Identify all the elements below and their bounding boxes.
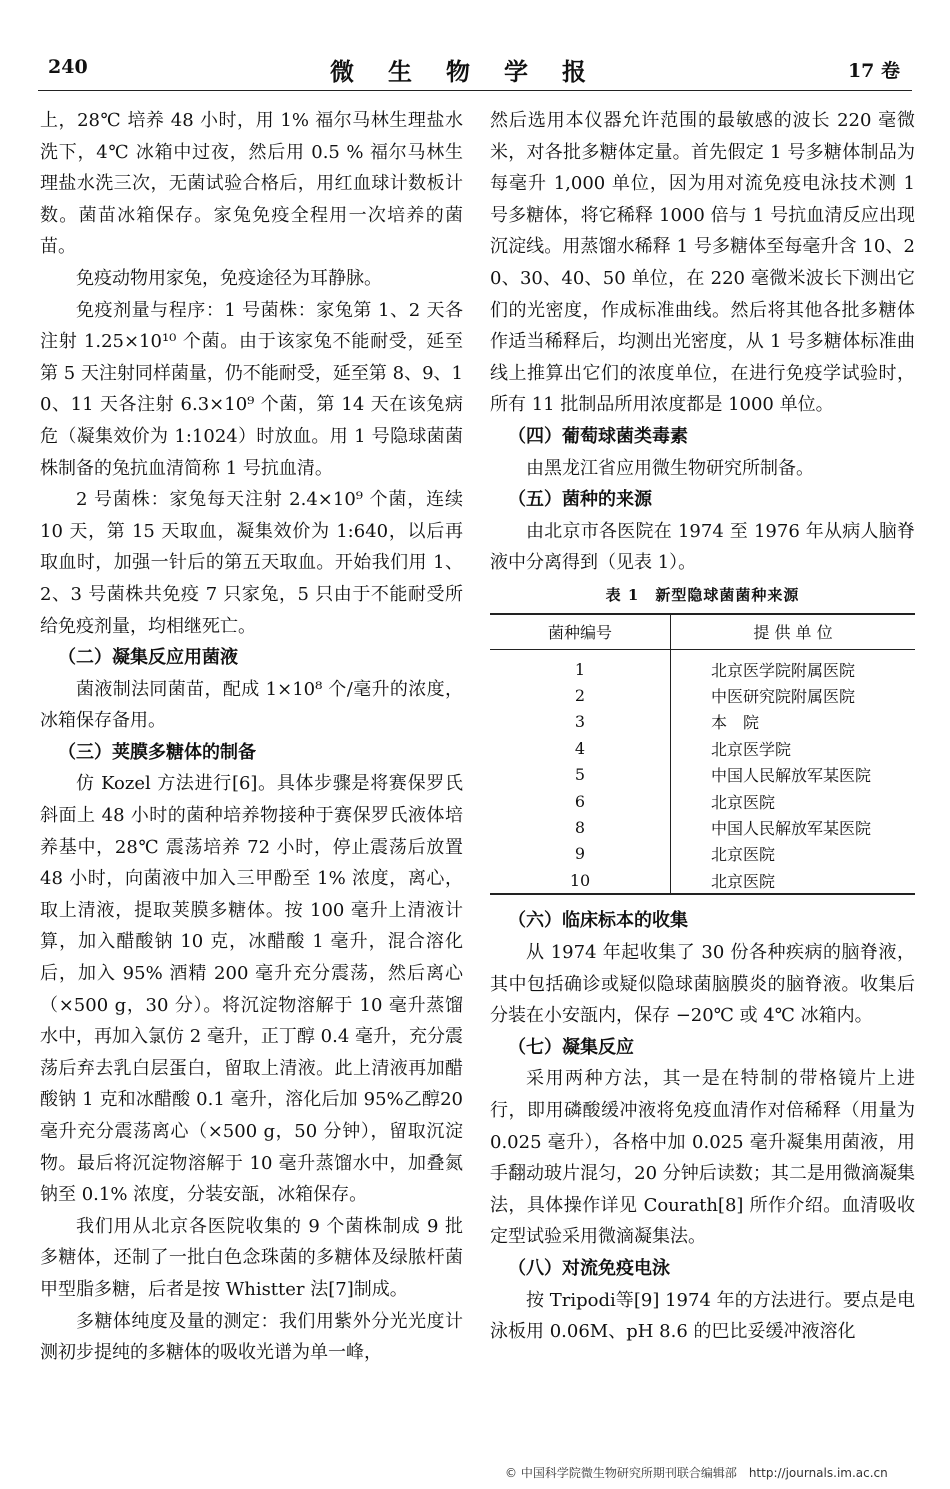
paragraph: 菌液制法同菌苗，配成 1×10⁸ 个/毫升的浓度，冰箱保存备用。 — [40, 678, 463, 732]
table-row — [490, 649, 915, 682]
table-row — [490, 841, 915, 867]
table-body — [490, 649, 915, 894]
strain-number-cell: 8 — [574, 817, 586, 837]
right-column-bottom — [490, 905, 915, 1347]
provider-cell: 北京医学院附属医院 — [671, 649, 916, 682]
paragraph: 我们用从北京各医院收集的 9 个菌株制成 9 批多糖体，还制了一批白色念珠菌的多糖体及绿脓杆菌甲型脂多糖，后者是按 Whistter 法[7]制成。 — [40, 1215, 463, 1300]
paragraph: 从 1974 年起收集了 30 份各种疾病的脑脊液，其中包括确诊或疑似隐球菌脑膜炎的脑脊液。收集后分装在小安瓿内，保存 −20℃ 或 4℃ 冰箱内。 — [490, 942, 915, 1027]
table-row — [490, 788, 915, 814]
provider-cell: 中医研究院附属医院 — [671, 682, 916, 708]
provider-cell: 北京医院 — [671, 841, 916, 867]
right-column — [490, 105, 915, 1348]
table-header-row — [490, 614, 915, 650]
right-column-top — [490, 105, 915, 579]
table-caption: 表 1 新型隐球菌菌种来源 — [605, 585, 800, 604]
provider-cell: 中国人民解放军某医院 — [671, 761, 916, 787]
provider-cell: 中国人民解放军某医院 — [671, 814, 916, 840]
section-heading: （三）荚膜多糖体的制备 — [58, 741, 256, 763]
table-header-provider: 提 供 单 位 — [671, 614, 916, 650]
table-header-strain-number: 菌种编号 — [490, 614, 671, 650]
volume-label: 17 卷 — [847, 60, 900, 82]
section-heading: （七）凝集反应 — [508, 1036, 634, 1058]
provider-cell: 北京医学院 — [671, 735, 916, 761]
paragraph: 由北京市各医院在 1974 至 1976 年从病人脑脊液中分离得到（见表 1）。 — [490, 520, 915, 574]
provider-cell: 北京医院 — [671, 867, 916, 894]
page-header — [38, 56, 912, 91]
paragraph: 免疫动物用家兔，免疫途径为耳静脉。 — [76, 267, 382, 289]
paragraph: 然后选用本仪器允许范围的最敏感的波长 220 毫微米，对各批多糖体定量。首先假定 1 号多糖体制品为每毫升 1,000 单位，因为用对流免疫电泳技术测 1 号多糖体，将它稀释 1000 倍与 1 号抗血清反应出现沉淀线。用蒸馏水稀释 1 号多糖体至每毫升含 10、20、30、40、50 单位，在 220 毫微米波长下测出它们的光密度，作成标准曲线。然后将其他各批多糖体作适当稀释后，均测出光密度，从 1 号多糖体标准曲线上推算出它们的浓度单位，在进行免疫学试验时，所有 11 批制品所用浓度都是 1000 单位。 — [490, 110, 915, 416]
table-row — [490, 682, 915, 708]
section-heading: （四）葡萄球菌类毒素 — [508, 425, 688, 447]
strain-number-cell: 10 — [490, 867, 671, 894]
strain-number-cell: 9 — [574, 844, 586, 864]
strain-number-cell: 3 — [574, 712, 586, 732]
paragraph: 采用两种方法，其一是在特制的带格镜片上进行，即用磷酸缓冲液将免疫血清作对倍稀释（用量为 0.025 毫升），各格中加 0.025 毫升凝集用菌液，用手翻动玻片混匀，20 分钟后读数；其二是用微滴凝集法，具体操作详见 Courath[8] 所作介绍。血清吸收定型试验采用微滴凝集法。 — [490, 1068, 915, 1248]
copyright-footer: © 中国科学院微生物研究所期刊联合编辑部 http://journals.im.ac.cn — [505, 1466, 888, 1480]
strain-source-table — [490, 613, 915, 896]
strain-number-cell: 5 — [574, 765, 586, 785]
paragraph: 多糖体纯度及量的测定：我们用紫外分光光度计测初步提纯的多糖体的吸收光谱为单一峰， — [40, 1310, 463, 1364]
table-row — [490, 814, 915, 840]
paragraph: 免疫剂量与程序：1 号菌株：家兔第 1、2 天各注射 1.25×10¹⁰ 个菌。由于该家兔不能耐受，延至第 5 天注射同样菌量，仍不能耐受，延至第 8、9、10、11 天各注射 6.3×10⁹ 个菌，第 14 天在该兔病危（凝集效价为 1:1024）时放血。用 1 号隐球菌菌株制备的兔抗血清简称 1 号抗血清。 — [40, 299, 463, 479]
section-heading: （二）凝集反应用菌液 — [58, 647, 238, 669]
paragraph: 按 Tripodi等[9] 1974 年的方法进行。要点是电泳板用 0.06M、pH 8.6 的巴比妥缓冲液溶化 — [490, 1289, 915, 1343]
section-heading: （八）对流免疫电泳 — [508, 1257, 670, 1279]
provider-cell: 本 院 — [671, 709, 916, 735]
table-row — [490, 709, 915, 735]
paragraph: 由黑龙江省应用微生物研究所制备。 — [526, 457, 814, 479]
strain-number-cell: 1 — [574, 659, 586, 679]
strain-number-cell: 2 — [574, 685, 586, 705]
table-row — [490, 867, 915, 894]
table-row — [490, 735, 915, 761]
strain-number-cell: 6 — [574, 791, 586, 811]
paragraph: 仿 Kozel 方法进行[6]。具体步骤是将赛保罗氏斜面上 48 小时的菌种培养物接种于赛保罗氏液体培养基中，28℃ 震荡培养 72 小时，停止震荡后放置 48 小时，向菌液中加入三甲酚至 1% 浓度，离心，取上清液，提取荚膜多糖体。按 100 毫升上清液计算，加入醋酸钠 10 克，冰醋酸 1 毫升，混合溶化后，加入 95% 酒精 200 毫升充分震荡，然后离心（×500 g，30 分）。将沉淀物溶解于 10 毫升蒸馏水中，再加入氯仿 2 毫升，正丁醇 0.4 毫升，充分震荡后弃去乳白层蛋白，留取上清液。此上清液再加醋酸钠 1 克和冰醋酸 0.1 毫升，溶化后加 95%乙醇20 毫升充分震荡离心（×500 g，50 分钟），留取沉淀物。最后将沉淀物溶解于 10 毫升蒸馏水中，加叠氮钠至 0.1% 浓度，分装安瓿，冰箱保存。 — [40, 773, 463, 1206]
table-row — [490, 761, 915, 787]
page-number: 240 — [48, 56, 88, 78]
journal-title: 微生物学报 — [330, 57, 620, 86]
section-heading: （五）菌种的来源 — [508, 489, 652, 511]
section-heading: （六）临床标本的收集 — [508, 910, 688, 932]
paragraph: 2 号菌株：家兔每天注射 2.4×10⁹ 个菌，连续 10 天，第 15 天取血，凝集效价为 1:640，以后再取血时，加强一针后的第五天取血。开始我们用 1、2、3 号菌株共免疫 7 只家兔，5 只由于不能耐受所给免疫剂量，均相继死亡。 — [40, 489, 463, 637]
left-column — [40, 105, 463, 1369]
provider-cell: 北京医院 — [671, 788, 916, 814]
paragraph: 上，28℃ 培养 48 小时，用 1% 福尔马林生理盐水洗下，4℃ 冰箱中过夜，然后用 0.5 % 福尔马林生理盐水洗三次，无菌试验合格后，用红血球计数板计数。菌苗冰箱保存。家兔免疫全程用一次培养的菌苗。 — [40, 110, 463, 258]
strain-number-cell: 4 — [574, 738, 586, 758]
